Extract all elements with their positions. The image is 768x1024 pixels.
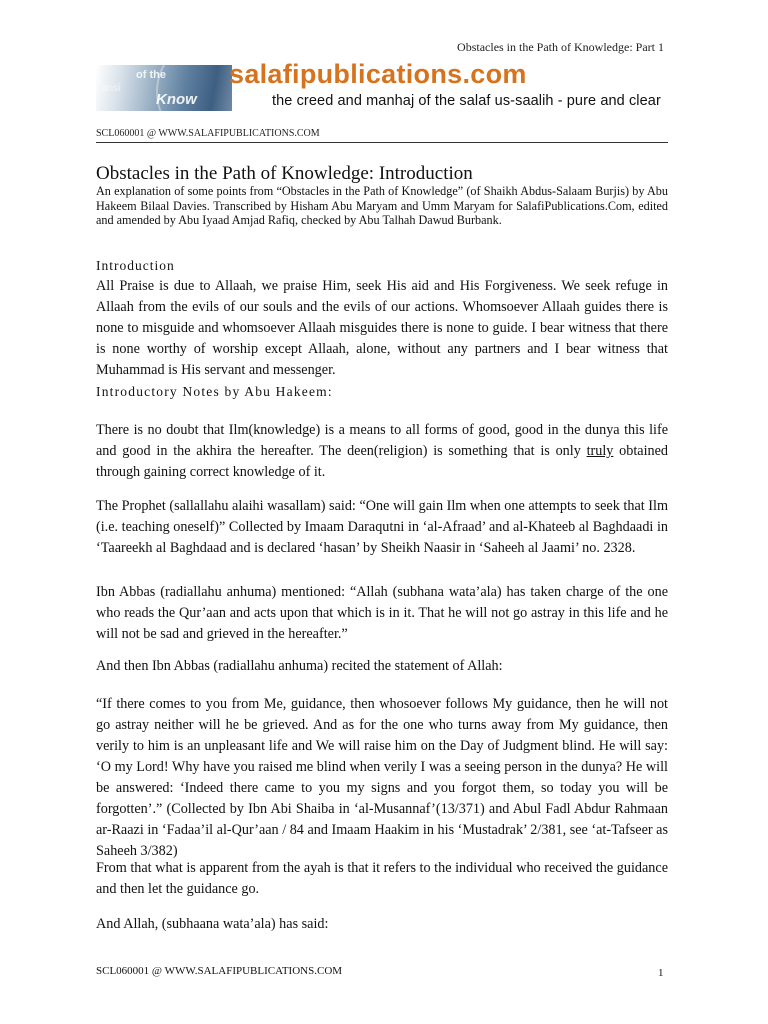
running-header: Obstacles in the Path of Knowledge: Part 1: [457, 40, 664, 54]
paragraph-ibn-abbas: Ibn Abbas (radiallahu anhuma) mentioned: “Allah (subhana wata’ala) has taken charge of the one who reads the Qur’aan and acts upon that which is in it. That he will not go astray in this life and he will not be sad and grieved in the hereafter.”: [96, 584, 668, 642]
document-subtitle: An explanation of some points from “Obstacles in the Path of Knowledge” (of Shaikh Abdus-Salaam Burjis) by Abu Hakeem Bilaal Davies. Transcribed by Hisham Abu Maryam and Umm Maryam for SalafiPublications.Com, edited and amended by Abu Iyaad Amjad Rafiq, checked by Abu Talhah Dawud Burbank.: [96, 184, 668, 227]
page-number: 1: [658, 967, 664, 979]
paragraph-knowledge: There is no doubt that Ilm(knowledge) is a means to all forms of good, good in the dunya this life and good in the akhira the hereafter. The deen(religion) is something that is only truly obtained through gaining correct knowledge of it.: [96, 422, 668, 480]
paragraph-prophet-hadith: The Prophet (sallallahu alaihi wasallam) said: “One will gain Ilm when one attempts to seek that Ilm (i.e. teaching oneself)” Collected by Imaam Daraqutni in ‘al-Afraad’ and al-Khateeb al Baghdaadi in ‘Taareekh al Baghdaad and is declared ‘hasan’ by Sheikh Naasir in ‘Saheeh al Jaami’ no. 2328.: [96, 498, 668, 556]
document-title: Obstacles in the Path of Knowledge: Introduction: [96, 163, 473, 184]
document-code-header: SCL060001 @ WWW.SALAFIPUBLICATIONS.COM: [96, 128, 320, 139]
site-tagline: the creed and manhaj of the salaf us-saalih - pure and clear: [272, 93, 661, 109]
site-name: salafipublications.com: [229, 59, 527, 89]
underlined-word: truly: [586, 443, 614, 459]
paragraph-recitation-intro: And then Ibn Abbas (radiallahu anhuma) recited the statement of Allah:: [96, 658, 503, 674]
section-heading-notes: Introductory Notes by Abu Hakeem:: [96, 384, 333, 399]
paragraph-allah-said: And Allah, (subhaana wata’ala) has said:: [96, 916, 329, 932]
paragraph-introduction: All Praise is due to Allaah, we praise Him, seek His aid and His Forgiveness. We seek refuge in Allaah from the evils of our souls and the evils of our actions. Whomsoever Allaah guides there is none to misguide and whomsoever Allaah misguides there is none to guide. I bear witness that there is none worthy of worship except Allaah, alone, without any partners and I bear witness that Muhammad is His servant and messenger.: [96, 278, 668, 378]
section-heading-introduction: Introduction: [96, 258, 175, 273]
document-code-footer: SCL060001 @ WWW.SALAFIPUBLICATIONS.COM: [96, 965, 343, 977]
paragraph-quran-quote: “If there comes to you from Me, guidance, then whosoever follows My guidance, then he will not go astray neither will he be grieved. And as for the one who turns away from My guidance, then verily to him is an unpleasant life and We will raise him on the Day of Judgment blind. He will say: ‘O my Lord! Why have you raised me blind when verily I was a seeing person in the dunya? He will be answered: ‘Indeed there came to you my signs and you forgot them, so today you will be forgotten’.” (Collected by Ibn Abi Shaiba in ‘al-Musannaf’(13/371) and Abul Fadl Abdur Rahmaan ar-Raazi in ‘Fadaa’il al-Qur’aan / 84 and Imaam Haakim in his ‘Mustadrak’ 2/381, see ‘at-Tafseer as Saheeh 3/382): [96, 696, 668, 859]
site-logo: [96, 59, 668, 115]
paragraph-ayah-explanation: From that what is apparent from the ayah is that it refers to the individual who received the guidance and then let the guidance go.: [96, 860, 668, 897]
globe-banner-icon: of the ansi Know: [96, 65, 232, 111]
header-divider: [96, 142, 668, 143]
